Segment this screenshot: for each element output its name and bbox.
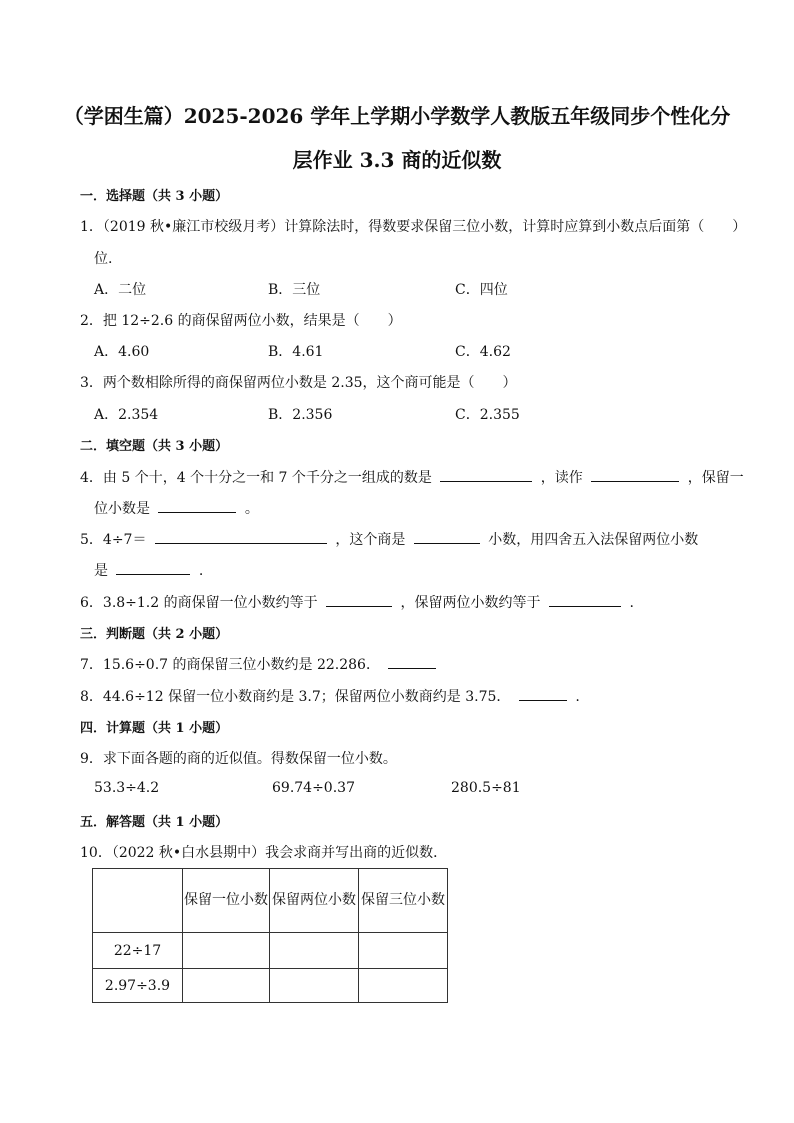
question-5-line bbox=[80, 529, 698, 549]
table-cell: 2.97÷3.9 bbox=[93, 969, 183, 1003]
question-9-expr-3: 280.5÷81 bbox=[451, 780, 521, 796]
question-3-option-c: C．2.355 bbox=[455, 407, 520, 423]
question-8-line bbox=[80, 686, 580, 706]
table-row bbox=[93, 969, 448, 1003]
question-4-part1: 4．由 5 个十，4 个十分之一和 7 个千分之一组成的数是 bbox=[80, 470, 432, 486]
table-cell[interactable] bbox=[359, 969, 448, 1003]
question-6-part3: . bbox=[629, 595, 634, 611]
question-5-part3: 小数，用四舍五入法保留两位小数 bbox=[488, 532, 699, 548]
question-4-part2: ，读作 bbox=[540, 470, 583, 486]
answer-blank[interactable] bbox=[155, 529, 327, 544]
question-1-option-a: A．二位 bbox=[94, 282, 147, 298]
question-2-option-b: B．4.61 bbox=[268, 344, 324, 360]
question-6-part1: 6．3.8÷1.2 的商保留一位小数约等于 bbox=[80, 595, 318, 611]
question-5-part1: 5．4÷7＝ bbox=[80, 532, 147, 548]
question-10-text: 10．（2022 秋•白水县期中）我会求商并写出商的近似数． bbox=[80, 845, 448, 861]
table-header-row bbox=[93, 869, 448, 933]
question-9-expr-2: 69.74÷0.37 bbox=[272, 780, 355, 796]
table-header-cell: 保留一位小数 bbox=[183, 869, 270, 933]
table-header-cell: 保留三位小数 bbox=[359, 869, 448, 933]
table-cell[interactable] bbox=[183, 933, 270, 969]
question-7-line bbox=[80, 654, 440, 674]
section-heading-calc: 四．计算题（共 1 小题） bbox=[80, 721, 229, 736]
table-row bbox=[93, 933, 448, 969]
question-4-cont2: 。 bbox=[244, 501, 259, 517]
document-title-line2: 层作业 3.3 商的近似数 bbox=[292, 148, 502, 172]
question-5-part2: ，这个商是 bbox=[335, 532, 406, 548]
question-6-part2: ，保留两位小数约等于 bbox=[400, 595, 541, 611]
question-9-text: 9．求下面各题的商的近似值。得数保留一位小数。 bbox=[80, 751, 397, 767]
answer-blank[interactable] bbox=[414, 529, 480, 544]
section-heading-judge: 三．判断题（共 2 小题） bbox=[80, 627, 229, 642]
answer-blank[interactable] bbox=[591, 467, 679, 482]
question-1-text: 1．（2019 秋•廉江市校级月考）计算除法时，得数要求保留三位小数，计算时应算到小数点后面第（ ） bbox=[80, 219, 747, 235]
answer-blank[interactable] bbox=[388, 654, 436, 669]
question-9-expr-1: 53.3÷4.2 bbox=[94, 780, 160, 796]
section-heading-choice: 一．选择题（共 3 小题） bbox=[80, 189, 229, 204]
question-3-text: 3．两个数相除所得的商保留两位小数是 2.35，这个商可能是（ ） bbox=[80, 375, 517, 391]
answer-blank[interactable] bbox=[549, 592, 621, 607]
question-1-continuation: 位. bbox=[94, 251, 113, 267]
table-header-cell bbox=[93, 869, 183, 933]
table-cell[interactable] bbox=[270, 969, 359, 1003]
section-heading-fill: 二．填空题（共 3 小题） bbox=[80, 439, 229, 454]
question-4-continuation bbox=[94, 498, 259, 518]
table-cell[interactable] bbox=[183, 969, 270, 1003]
question-4-cont1: 位小数是 bbox=[94, 501, 150, 517]
document-title-line1: （学困生篇）2025-2026 学年上学期小学数学人教版五年级同步个性化分 bbox=[63, 104, 731, 128]
answer-blank[interactable] bbox=[519, 686, 567, 701]
table-cell: 22÷17 bbox=[93, 933, 183, 969]
question-5-cont2: . bbox=[198, 563, 204, 579]
answer-blank[interactable] bbox=[116, 560, 190, 575]
question-7-text: 7．15.6÷0.7 的商保留三位小数约是 22.286． bbox=[80, 657, 380, 673]
question-3-option-a: A．2.354 bbox=[94, 407, 159, 423]
table-cell[interactable] bbox=[359, 933, 448, 969]
question-3-option-b: B．2.356 bbox=[268, 407, 333, 423]
table-cell[interactable] bbox=[270, 933, 359, 969]
question-8-text: 8．44.6÷12 保留一位小数商约是 3.7；保留两位小数商约是 3.75． bbox=[80, 689, 511, 705]
table-header-cell: 保留两位小数 bbox=[270, 869, 359, 933]
section-heading-answer: 五．解答题（共 1 小题） bbox=[80, 815, 229, 830]
answer-blank[interactable] bbox=[326, 592, 392, 607]
question-2-option-c: C．4.62 bbox=[455, 344, 511, 360]
question-5-continuation bbox=[94, 560, 203, 580]
question-2-option-a: A．4.60 bbox=[94, 344, 150, 360]
approximation-table bbox=[92, 868, 448, 1003]
question-1-option-c: C．四位 bbox=[455, 282, 508, 298]
question-4-line bbox=[80, 467, 744, 487]
answer-blank[interactable] bbox=[158, 498, 236, 513]
question-1-option-b: B．三位 bbox=[268, 282, 321, 298]
question-6-line bbox=[80, 592, 634, 612]
question-5-cont1: 是 bbox=[94, 563, 108, 579]
answer-blank[interactable] bbox=[440, 467, 532, 482]
question-4-part3: ，保留一 bbox=[687, 470, 744, 486]
question-2-text: 2．把 12÷2.6 的商保留两位小数，结果是（ ） bbox=[80, 313, 402, 329]
question-8-end: . bbox=[575, 689, 580, 705]
